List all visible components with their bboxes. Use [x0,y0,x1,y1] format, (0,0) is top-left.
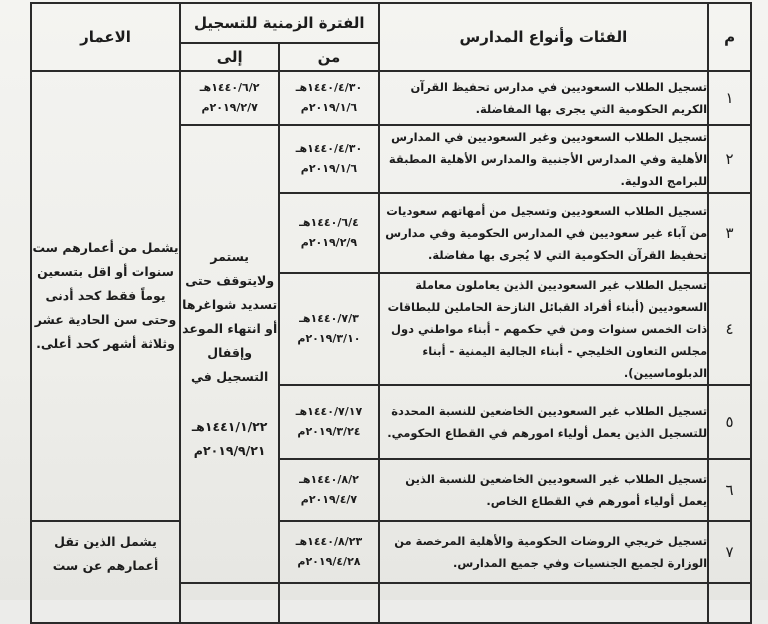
row-category: تسجيل خريجي الروضات الحكومية والأهلية المرخصة من الوزارة لجميع الجنسيات وفي جميع المدارس. [379,521,709,583]
row-number: ٧ [708,521,751,583]
header-period: الفترة الزمنية للتسجيل [180,3,379,43]
header-number: م [708,3,751,71]
row-number: ٥ [708,385,751,459]
row-number: ٦ [708,459,751,521]
row-category: تسجيل الطلاب السعوديين وغير السعوديين في المدارس الأهلية وفي المدارس الأجنبية والمدارس الأهلية المطبقة للبرامج الدولية. [379,125,709,193]
row-from-date: ١٤٤٠/٧/٣هـ ٢٠١٩/٣/١٠م [279,273,378,385]
age-range-group-1: يشمل من أعمارهم ست سنوات أو اقل بتسعين يوماً فقط كحد أدنى وحتى سن الحادية عشر وثلاثة أشهر كحد أعلى. [31,71,180,521]
table-row [31,521,751,583]
row-number: ١ [708,71,751,125]
header-ages: الاعمار [31,3,180,71]
age-range-group-2: يشمل الذين تقل أعمارهم عن ست [31,521,180,623]
row-from-date: ١٤٤٠/٨/٢هـ ٢٠١٩/٤/٧م [279,459,378,521]
row-from-date: ١٤٤٠/٤/٣٠هـ ٢٠١٩/١/٦م [279,71,378,125]
row-number: ٤ [708,273,751,385]
header-from: من [279,43,378,71]
row-category: تسجيل الطلاب غير السعوديين الخاضعين للنسبة الذين يعمل أولياء أمورهم في القطاع الخاص. [379,459,709,521]
row-category: تسجيل الطلاب غير السعوديين الخاضعين للنسبة المحددة للتسجيل الذين يعمل أولياء امورهم في القطاع الحكومي. [379,385,709,459]
row-from-date: ١٤٤٠/٨/٢٣هـ ٢٠١٩/٤/٢٨م [279,521,378,583]
row-to-date: ١٤٤٠/٦/٢هـ ٢٠١٩/٢/٧م [180,71,279,125]
table-row [31,71,751,125]
header-to: إلى [180,43,279,71]
registration-end-group: يستمر ولايتوقف حتى تسديد شواغرها أو انتهاء الموعد وإقفال التسجيل في ١٤٤١/١/٢٢هـ ٢٠١٩/٩/٢١م [180,125,279,583]
row-from-date: ١٤٤٠/٤/٣٠هـ ٢٠١٩/١/٦م [279,125,378,193]
row-category: تسجيل الطلاب السعوديين وتسجيل من أمهاتهم سعوديات من آباء غير سعوديين في المدارس الحكومية وفي مدارس تحفيظ القرآن الحكومية التي لا يُجرى بها مفاضلة. [379,193,709,273]
row-number: ٣ [708,193,751,273]
row-category: تسجيل الطلاب السعوديين في مدارس تحفيظ القرآن الكريم الحكومية التي يجرى بها المفاضلة. [379,71,709,125]
row-number: ٢ [708,125,751,193]
row-from-date: ١٤٤٠/٧/١٧هـ ٢٠١٩/٣/٢٤م [279,385,378,459]
row-category: تسجيل الطلاب غير السعوديين الذين يعاملون معاملة السعوديين (أبناء أفراد القبائل النازحة الحاملين للبطاقات ذات الخمس سنوات ومن في حكمهم - أبناء مواطني دول مجلس التعاون الخليجي - أبناء الجالية اليمنية - أبناء الدبلوماسيين). [379,273,709,385]
row-from-date: ١٤٤٠/٦/٤هـ ٢٠١٩/٢/٩م [279,193,378,273]
registration-schedule-table [30,2,752,624]
header-categories: الفئات وأنواع المدارس [379,3,709,71]
